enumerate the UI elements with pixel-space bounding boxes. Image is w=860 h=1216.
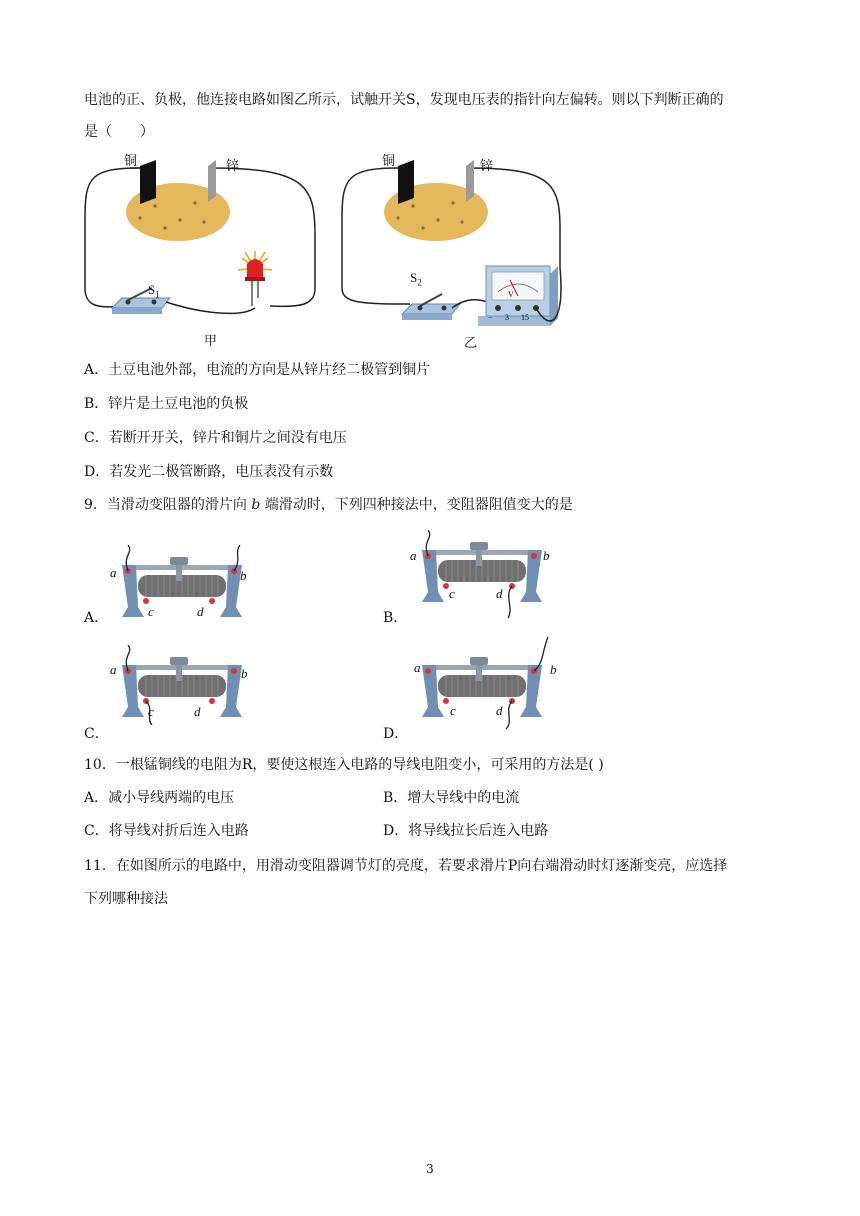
zinc-label-jia: 锌 [226, 158, 240, 173]
meter-15-label: 15 [521, 313, 529, 322]
q9-option-c: C． [84, 726, 109, 742]
copper-label-jia: 铜 [124, 153, 138, 168]
potato-battery-circuit-figure [80, 148, 580, 353]
circuit-jia [85, 160, 315, 314]
q10-option-d: D．将导线拉长后连入电路 [383, 823, 549, 839]
caption-yi: 乙 [464, 335, 478, 350]
q10-option-c: C．将导线对折后连入电路 [84, 823, 249, 839]
question-11-stem-line2: 下列哪种接法 [84, 891, 168, 907]
q8-option-c: C．若断开开关，锌片和铜片之间没有电压 [84, 430, 347, 446]
switch-s1-label: $S_1$ [148, 282, 160, 300]
circuit-yi [342, 160, 561, 326]
question-11-stem-line1: 11．在如图所示的电路中，用滑动变阻器调节灯的亮度，若要求滑片P向右端滑动时灯逐渐变亮，应选择 [84, 858, 728, 874]
zinc-label-yi: 锌 [480, 158, 494, 173]
rheostat-d-terminal-c: c [450, 703, 456, 718]
rheostat-c-terminal-d: d [194, 704, 201, 719]
rheostat-b-terminal-b: b [543, 548, 550, 563]
page-number: 3 [426, 1162, 434, 1176]
caption-jia: 甲 [204, 333, 218, 348]
rheostat-a-terminal-d: d [197, 604, 204, 619]
q8-option-a: A．土豆电池外部，电流的方向是从锌片经二极管到铜片 [84, 362, 431, 378]
q9-option-d: D． [383, 726, 409, 742]
rheostat-c-terminal-b: b [241, 666, 248, 681]
meter-3-label: 3 [505, 313, 509, 322]
rheostat-a-terminal-a: a [110, 565, 117, 580]
meter-minus-label: − [488, 313, 493, 322]
rheostat-d-terminal-b: b [550, 662, 557, 677]
rheostat-a-terminal-c: c [148, 604, 154, 619]
q10-option-a: A．减小导线两端的电压 [84, 790, 235, 806]
rheostat-b-terminal-c: c [449, 586, 455, 601]
switch-s2-label: $S_2$ [410, 270, 422, 288]
question-8-stem-line2: 是（ ） [84, 124, 154, 140]
rheostat-b-terminal-d: d [496, 586, 503, 601]
rheostat-d-terminal-a: a [414, 660, 421, 675]
question-9-stem: 9．当滑动变阻器的滑片向 b 端滑动时，下列四种接法中，变阻器阻值变大的是 [84, 497, 573, 513]
q8-option-b: B．锌片是土豆电池的负极 [84, 396, 249, 412]
copper-label-yi: 铜 [382, 153, 396, 168]
rheostat-b-terminal-a: a [410, 548, 417, 563]
rheostat-b-icon [408, 530, 558, 620]
q8-option-d: D．若发光二极管断路，电压表没有示数 [84, 464, 334, 480]
led-icon [238, 251, 272, 306]
rheostat-c-terminal-a: a [110, 662, 117, 677]
rheostat-a-icon [108, 545, 258, 625]
question-10-stem: 10．一根锰铜线的电阻为R，要使这根连入电路的导线电阻变小，可采用的方法是( ) [84, 757, 604, 773]
q10-option-b: B．增大导线中的电流 [383, 790, 520, 806]
rheostat-d-terminal-d: d [496, 703, 503, 718]
rheostat-c-terminal-c: c [148, 704, 154, 719]
q9-option-a: A． [84, 610, 109, 626]
rheostat-a-terminal-b: b [240, 568, 247, 583]
rheostat-d-icon [408, 635, 558, 730]
q9-option-b: B． [383, 610, 408, 626]
meter-v-label: V [508, 290, 514, 299]
rheostat-c-icon [108, 645, 258, 725]
question-8-stem-line1: 电池的正、负极，他连接电路如图乙所示，试触开关S，发现电压表的指针向左偏转。则以下判断正确的 [84, 92, 724, 108]
